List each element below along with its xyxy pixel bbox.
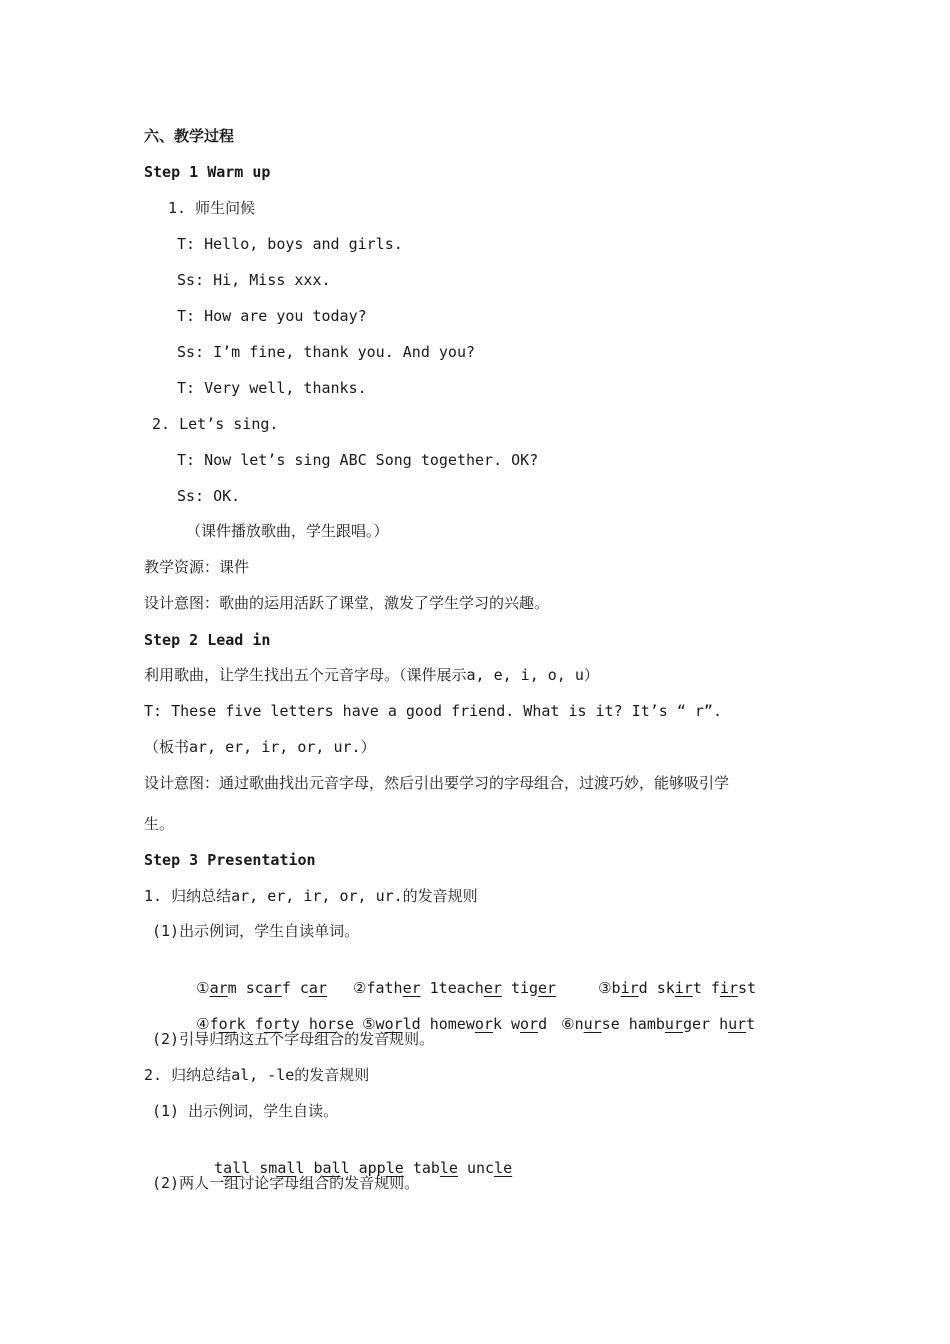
letter-combination: ar <box>308 979 327 997</box>
example-word: ball <box>313 1159 350 1177</box>
letter-combination: ur <box>728 1015 747 1033</box>
group-number: ② <box>352 979 367 997</box>
example-word: bird <box>611 979 648 997</box>
letter-combination: er <box>483 979 502 997</box>
letter-combination: or <box>384 1015 403 1033</box>
example-word: tall <box>214 1159 251 1177</box>
activity-note: （课件播放歌曲，学生跟唱。） <box>186 522 389 540</box>
letter-combination: er <box>402 979 421 997</box>
dialogue-line: T: Now let’s sing ABC Song together. OK? <box>177 451 539 469</box>
example-word: forty <box>254 1015 300 1033</box>
step3-item2: 2. 归纳总结al, -le的发音规则 <box>144 1066 370 1084</box>
blackboard-note: （板书ar, er, ir, or, ur.） <box>144 738 376 756</box>
group-number: ① <box>196 979 210 997</box>
example-word: hamburger <box>628 1015 711 1033</box>
teaching-resource: 教学资源：课件 <box>144 558 250 576</box>
letter-combination: ir <box>674 979 693 997</box>
step3-heading: Step 3 Presentation <box>144 851 316 869</box>
step2-paragraph: 利用歌曲，让学生找出五个元音字母。（课件展示a, e, i, o, u） <box>144 666 599 684</box>
example-word: father <box>366 979 421 997</box>
step3-sub2: (2)引导归纳这五个字母组合的发音规则。 <box>152 1030 435 1048</box>
dialogue-line: T: Hello, boys and girls. <box>177 235 403 253</box>
letter-combination: ur <box>583 1015 602 1033</box>
dialogue-line: Ss: OK. <box>177 487 241 505</box>
step1-item2: 2. Let’s sing. <box>152 415 279 433</box>
step3-sub3: (1) 出示例词，学生自读。 <box>152 1102 339 1120</box>
group-number: ③ <box>598 979 612 997</box>
letter-combination: ir <box>719 979 738 997</box>
letter-combination: le <box>385 1159 404 1177</box>
letter-combination: al <box>277 1159 296 1177</box>
step2-dialogue: T: These five letters have a good friend. What is it? It’s “ r”. <box>144 702 722 720</box>
group-number: ⑥ <box>561 1015 575 1033</box>
example-word: first <box>710 979 757 997</box>
example-word: arm <box>209 979 237 997</box>
design-intent-continued: 生。 <box>144 815 175 833</box>
example-word: 1teacher <box>429 979 502 997</box>
letter-combination: or <box>520 1015 539 1033</box>
letter-combination: ir <box>620 979 639 997</box>
dialogue-line: T: Very well, thanks. <box>177 379 367 397</box>
step3-item1: 1. 归纳总结ar, er, ir, or, ur.的发音规则 <box>144 887 478 905</box>
step3-sub4: (2)两人一组讨论字母组合的发音规则。 <box>152 1174 420 1192</box>
letter-combination: ur <box>664 1015 683 1033</box>
step3-sub1: (1)出示例词，学生自读单词。 <box>152 922 360 940</box>
letter-combination: or <box>263 1015 282 1033</box>
example-word: car <box>299 979 327 997</box>
dialogue-line: Ss: Hi, Miss xxx. <box>177 271 331 289</box>
example-word: small <box>259 1159 305 1177</box>
word-group <box>575 1015 756 1033</box>
example-word: fork <box>209 1015 246 1033</box>
group-number: ⑤ <box>362 1015 376 1033</box>
example-word: hurt <box>719 1015 756 1033</box>
example-word: skirt <box>656 979 702 997</box>
example-word: tiger <box>510 979 557 997</box>
example-word: horse <box>308 1015 355 1033</box>
letter-combination: or <box>218 1015 237 1033</box>
letter-combination: al <box>223 1159 242 1177</box>
step2-heading: Step 2 Lead in <box>144 631 271 649</box>
letter-combination: or <box>474 1015 493 1033</box>
letter-combination: le <box>494 1159 513 1177</box>
letter-combination: ar <box>209 979 228 997</box>
dialogue-line: Ss: I’m fine, thank you. And you? <box>177 343 476 361</box>
letter-combination: al <box>322 1159 341 1177</box>
example-word: table <box>412 1159 458 1177</box>
example-word: world <box>375 1015 421 1033</box>
example-word: homework <box>429 1015 502 1033</box>
design-intent: 设计意图：歌曲的运用活跃了课堂，激发了学生学习的兴趣。 <box>144 594 550 612</box>
letter-combination: or <box>317 1015 337 1033</box>
dialogue-line: T: How are you today? <box>177 307 367 325</box>
example-word: scarf <box>245 979 291 997</box>
letter-combination: ar <box>263 979 282 997</box>
example-word: uncle <box>467 1159 513 1177</box>
step1-item1: 1. 师生问候 <box>168 199 256 217</box>
letter-combination: er <box>538 979 557 997</box>
design-intent: 设计意图：通过歌曲找出元音字母，然后引出要学习的字母组合，过渡巧妙，能够吸引学 <box>144 774 730 792</box>
step1-heading: Step 1 Warm up <box>144 163 271 181</box>
section-title: 六、教学过程 <box>144 127 235 145</box>
example-word: apple <box>358 1159 404 1177</box>
letter-combination: le <box>439 1159 458 1177</box>
example-word: nurse <box>574 1015 620 1033</box>
group-number: ④ <box>196 1015 210 1033</box>
example-word: word <box>511 1015 548 1033</box>
